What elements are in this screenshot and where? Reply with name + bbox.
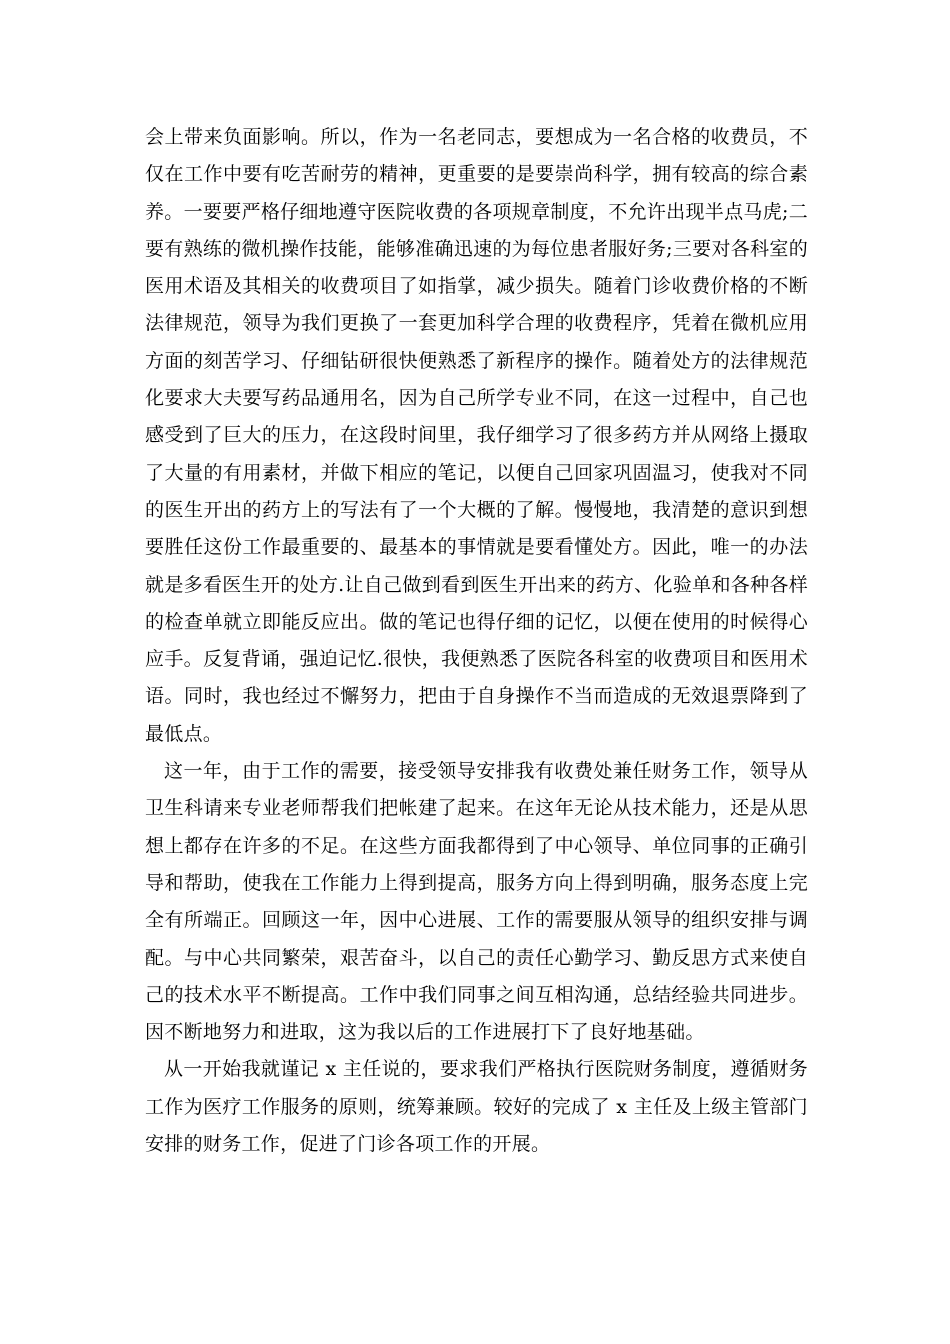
document-body <box>145 119 808 1163</box>
paragraph-2: 这一年，由于工作的需要，接受领导安排我有收费处兼任财务工作，领导从卫生科请来专业老师帮我们把帐建了起来。在这年无论从技术能力，还是从思想上都存在许多的不足。在这些方面我都得到了中心领导、单位同事的正确引导和帮助，使我在工作能力上得到提高，服务方向上得到明确，服务态度上完全有所端正。回顾这一年，因中心进展、工作的需要服从领导的组织安排与调配。与中心共同繁荣，艰苦奋斗，以自己的责任心勤学习、勤反思方式来使自己的技术水平不断提高。工作中我们同事之间互相沟通，总结经验共同进步。因不断地努力和进取，这为我以后的工作进展打下了良好地基础。 <box>145 760 808 1044</box>
paragraph-1: 会上带来负面影响。所以，作为一名老同志，要想成为一名合格的收费员，不仅在工作中要有吃苦耐劳的精神，更重要的是要崇尚科学，拥有较高的综合素养。一要要严格仔细地遵守医院收费的各项规章制度，不允许出现半点马虎;二要有熟练的微机操作技能，能够准确迅速的为每位患者服好务;三要对各科室的医用术语及其相关的收费项目了如指掌，减少损失。随着门诊收费价格的不断法律规范，领导为我们更换了一套更加科学合理的收费程序，凭着在微机应用方面的刻苦学习、仔细钻研很快便熟悉了新程序的操作。随着处方的法律规范化要求大夫要写药品通用名，因为自己所学专业不同，在这一过程中，自己也感受到了巨大的压力，在这段时间里，我仔细学习了很多药方并从网络上摄取了大量的有用素材，并做下相应的笔记，以便自己回家巩固温习，使我对不同的医生开出的药方上的写法有了一个大概的了解。慢慢地，我清楚的意识到想要胜任这份工作最重要的、最基本的事情就是要看懂处方。因此，唯一的办法就是多看医生开的处方.让自己做到看到医生开出来的药方、化验单和各种各样的检查单就立即能反应出。做的笔记也得仔细的记忆，以便在使用的时候得心应手。反复背诵，强迫记忆.很快，我便熟悉了医院各科室的收费项目和医用术语。同时，我也经过不懈努力，把由于自身操作不当而造成的无效退票降到了最低点。 <box>145 126 808 745</box>
paragraph-3: 从一开始我就谨记 x 主任说的，要求我们严格执行医院财务制度，遵循财务工作为医疗工作服务的原则，统筹兼顾。较好的完成了 x 主任及上级主管部门安排的财务工作，促进了门诊各项工作的开展。 <box>145 1058 808 1156</box>
